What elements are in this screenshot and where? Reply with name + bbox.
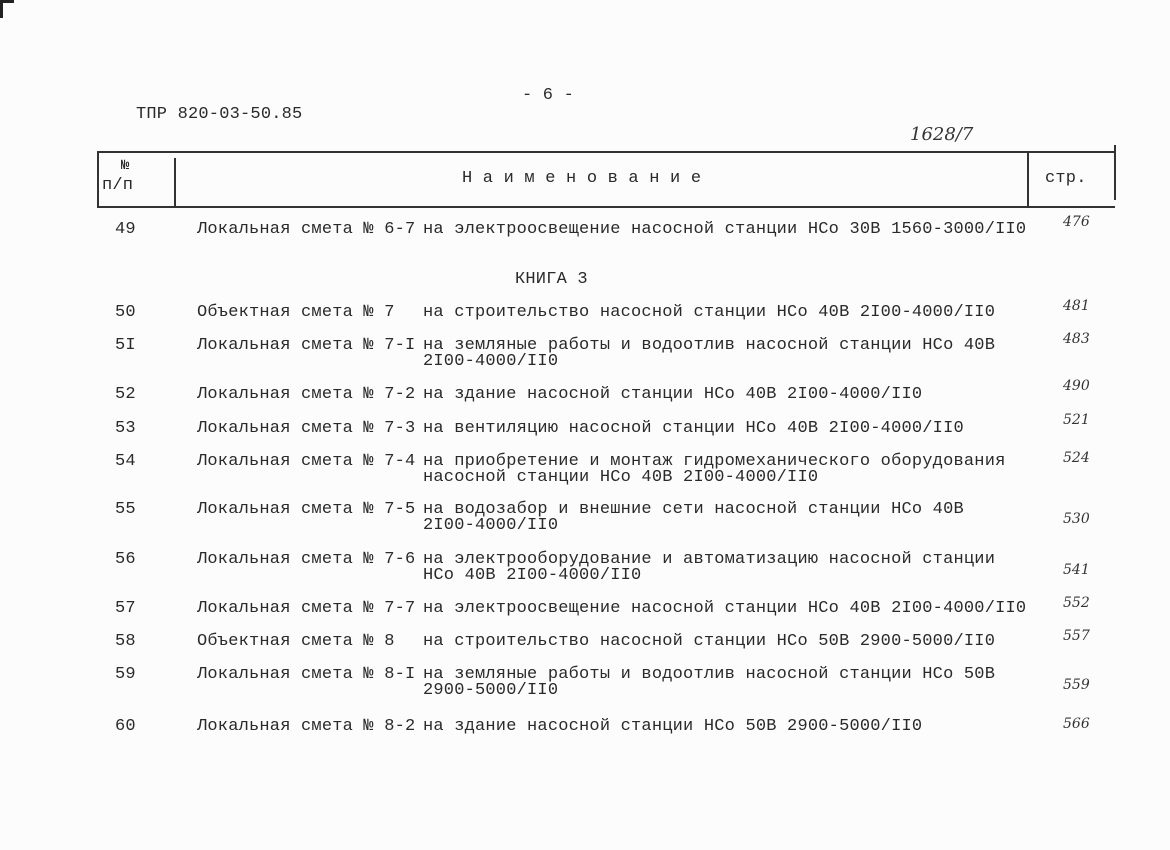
- estimate-type: Локальная смета № 7-4: [197, 452, 416, 471]
- row-page: 552: [1063, 595, 1090, 611]
- row-number: 59: [115, 665, 136, 684]
- row-description: 2I00-4000/II0: [423, 352, 559, 371]
- estimate-type: Локальная смета № 7-7: [197, 599, 416, 618]
- table-left-border: [97, 151, 99, 208]
- row-page: 481: [1063, 298, 1090, 314]
- row-description: на вентиляцию насосной станции НСо 40В 2I00-4000/II0: [423, 419, 964, 438]
- row-number: 53: [115, 419, 136, 438]
- estimate-type: Локальная смета № 7-5: [197, 500, 416, 519]
- column-divider: [1027, 151, 1029, 208]
- row-page: 476: [1063, 214, 1090, 230]
- row-description: на электроосвещение насосной станции НСо 40В 2I00-4000/II0: [423, 599, 1027, 618]
- row-description: на электрооборудование и автоматизацию насосной станции: [423, 550, 996, 569]
- row-number: 52: [115, 385, 136, 404]
- row-description: на здание насосной станции НСо 40В 2I00-4000/II0: [423, 385, 923, 404]
- row-number: 49: [115, 220, 136, 239]
- header-name: Н а и м е н о в а н и е: [462, 169, 702, 188]
- row-description: на электроосвещение насосной станции НСо 30В 1560-3000/II0: [423, 220, 1027, 239]
- row-description: 2I00-4000/II0: [423, 516, 559, 535]
- row-number: 55: [115, 500, 136, 519]
- estimate-type: Локальная смета № 7-6: [197, 550, 416, 569]
- row-description: НСо 40В 2I00-4000/II0: [423, 566, 642, 585]
- estimate-type: Локальная смета № 8-I: [197, 665, 416, 684]
- column-divider: [174, 158, 176, 208]
- table-top-border: [97, 151, 1115, 153]
- section-heading: КНИГА 3: [515, 270, 588, 289]
- header-number-sign: №: [121, 158, 130, 174]
- estimate-type: Объектная смета № 8: [197, 632, 395, 651]
- handwritten-reference: 1628/7: [910, 124, 974, 145]
- row-number: 57: [115, 599, 136, 618]
- table-right-border: [1114, 145, 1116, 200]
- row-description: на земляные работы и водоотлив насосной станции НСо 40В: [423, 336, 996, 355]
- estimate-type: Объектная смета № 7: [197, 303, 395, 322]
- row-description: на здание насосной станции НСо 50В 2900-5000/II0: [423, 717, 923, 736]
- row-page: 521: [1063, 412, 1090, 428]
- row-description: на приобретение и монтаж гидромеханического оборудования: [423, 452, 1006, 471]
- row-description: на строительство насосной станции НСо 50В 2900-5000/II0: [423, 632, 996, 651]
- row-page: 490: [1063, 378, 1090, 394]
- row-number: 56: [115, 550, 136, 569]
- row-number: 54: [115, 452, 136, 471]
- scan-corner-mark: [0, 0, 14, 3]
- row-description: на строительство насосной станции НСо 40В 2I00-4000/II0: [423, 303, 996, 322]
- header-item-number: п/п: [102, 176, 134, 195]
- row-number: 50: [115, 303, 136, 322]
- row-page: 557: [1063, 628, 1090, 644]
- estimate-type: Локальная смета № 7-I: [197, 336, 416, 355]
- row-page: 483: [1063, 331, 1090, 347]
- row-description: на водозабор и внешние сети насосной станции НСо 40В: [423, 500, 964, 519]
- estimate-type: Локальная смета № 7-3: [197, 419, 416, 438]
- estimate-type: Локальная смета № 8-2: [197, 717, 416, 736]
- page-number: - 6 -: [522, 86, 575, 105]
- row-number: 60: [115, 717, 136, 736]
- row-page: 566: [1063, 716, 1090, 732]
- row-page: 541: [1063, 562, 1090, 578]
- row-number: 5I: [115, 336, 136, 355]
- row-description: насосной станции НСо 40В 2I00-4000/II0: [423, 468, 819, 487]
- estimate-type: Локальная смета № 7-2: [197, 385, 416, 404]
- row-page: 530: [1063, 511, 1090, 527]
- table-header-bottom-border: [97, 206, 1115, 208]
- row-page: 559: [1063, 677, 1090, 693]
- row-page: 524: [1063, 450, 1090, 466]
- header-page: стр.: [1045, 169, 1087, 188]
- estimate-type: Локальная смета № 6-7: [197, 220, 416, 239]
- row-description: на земляные работы и водоотлив насосной станции НСо 50В: [423, 665, 996, 684]
- document-code: ТПР 820-03-50.85: [136, 105, 303, 124]
- row-number: 58: [115, 632, 136, 651]
- row-description: 2900-5000/II0: [423, 681, 559, 700]
